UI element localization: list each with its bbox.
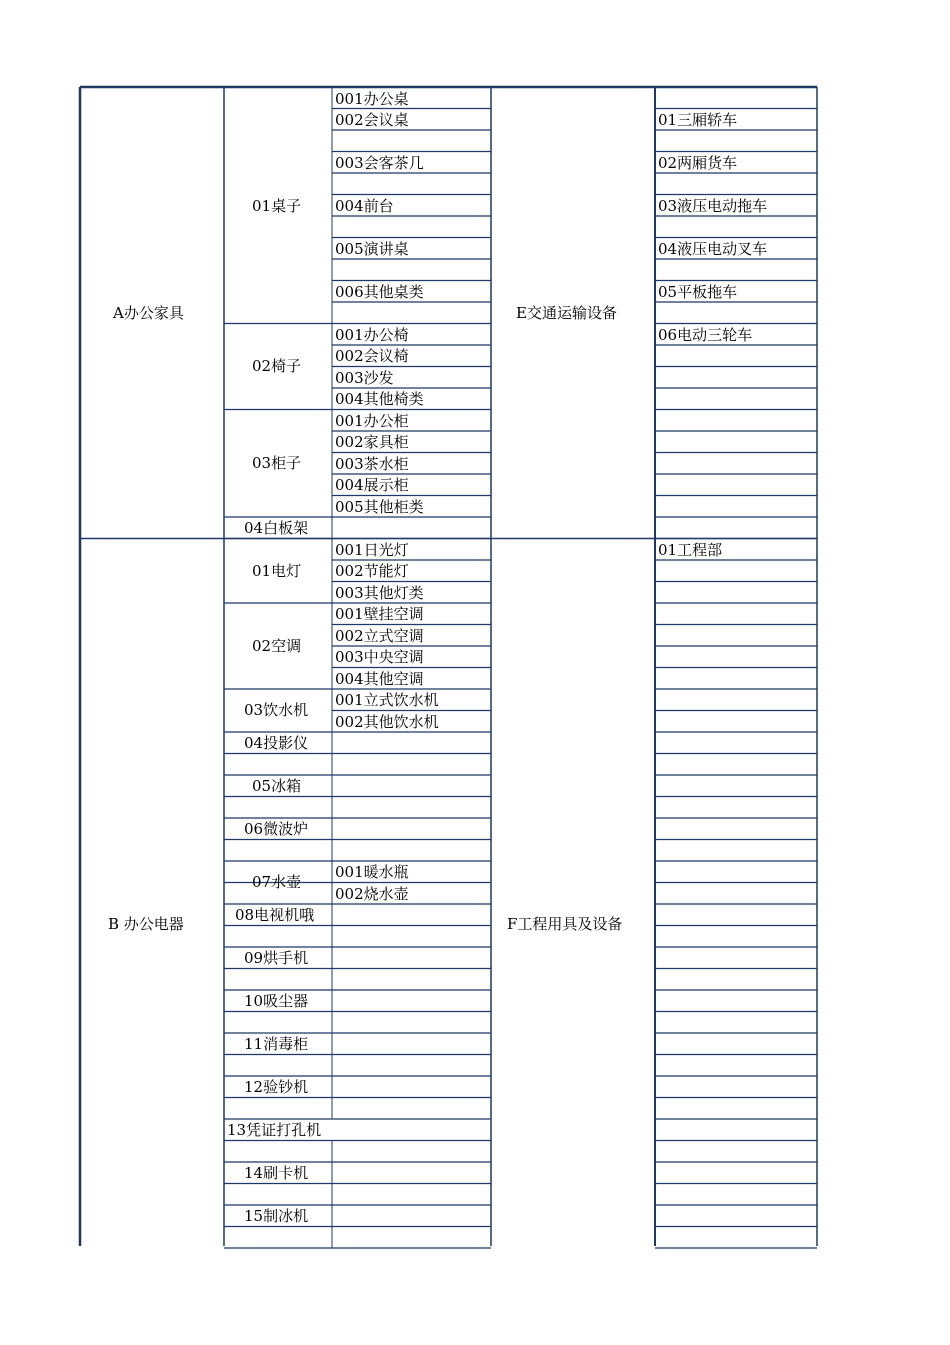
item-b-other-dispenser: 002其他饮水机 [335, 713, 439, 731]
item-b-other-lights: 003其他灯类 [335, 584, 424, 602]
group-b-vacuum: 10吸尘器 [244, 992, 309, 1010]
group-b-fridge: 05冰箱 [252, 777, 302, 795]
item-a-office-cabinet: 001办公柜 [335, 412, 409, 430]
item-a-tea-table: 003会客茶几 [335, 154, 424, 172]
item-b-wall-ac: 001壁挂空调 [335, 605, 424, 623]
item-e-forklift: 04液压电动叉车 [658, 240, 768, 258]
section-f-label: F工程用具及设备 [507, 915, 623, 933]
item-a-other-chairs: 004其他椅类 [335, 390, 424, 408]
group-a-whiteboard: 04白板架 [244, 519, 309, 537]
item-b-fluorescent: 001日光灯 [335, 541, 409, 559]
item-a-display-cabinet: 004展示柜 [335, 476, 409, 494]
item-b-central-ac: 003中央空调 [335, 648, 424, 666]
section-b-label: B 办公电器 [108, 915, 184, 933]
item-a-other-desks: 006其他桌类 [335, 283, 424, 301]
item-a-sofa: 003沙发 [335, 369, 394, 387]
item-a-office-desk: 001办公桌 [335, 90, 409, 108]
item-b-kettle: 002烧水壶 [335, 885, 409, 903]
group-b-microwave: 06微波炉 [244, 820, 309, 838]
item-e-flatbed: 05平板拖车 [658, 283, 738, 301]
item-b-thermos: 001暖水瓶 [335, 863, 409, 881]
group-b-counterfeit-detector: 12验钞机 [244, 1078, 309, 1096]
item-a-tea-cabinet: 003茶水柜 [335, 455, 409, 473]
item-b-floor-dispenser: 001立式饮水机 [335, 691, 439, 709]
item-e-tricycle: 06电动三轮车 [658, 326, 753, 344]
group-b-lights: 01电灯 [252, 562, 302, 580]
item-e-sedan: 01三厢轿车 [658, 111, 738, 129]
group-b-kettle: 07水壶 [252, 873, 302, 891]
group-b-water-dispenser: 03饮水机 [244, 701, 309, 719]
item-a-other-cabinets: 005其他柜类 [335, 498, 424, 516]
item-e-van: 02两厢货车 [658, 154, 738, 172]
group-b-sterilizer: 11消毒柜 [244, 1035, 309, 1053]
group-b-tv: 08电视机哦 [235, 906, 315, 924]
group-b-aircon: 02空调 [252, 637, 302, 655]
item-e-hydraulic-tractor: 03液压电动拖车 [658, 197, 768, 215]
group-a-cabinets: 03柜子 [252, 454, 302, 472]
item-b-energy-saving: 002节能灯 [335, 562, 409, 580]
item-a-reception: 004前台 [335, 197, 394, 215]
item-b-other-ac: 004其他空调 [335, 670, 424, 688]
item-a-meeting-chair: 002会议椅 [335, 347, 409, 365]
group-a-chairs: 02椅子 [252, 357, 302, 375]
item-a-podium: 005演讲桌 [335, 240, 409, 258]
item-a-office-chair: 001办公椅 [335, 326, 409, 344]
section-e-label: E交通运输设备 [516, 304, 617, 322]
group-b-punch: 13凭证打孔机 [227, 1121, 322, 1139]
group-a-desks: 01桌子 [252, 197, 302, 215]
item-a-meeting-table: 002会议桌 [335, 111, 409, 129]
item-a-furniture-cabinet: 002家具柜 [335, 433, 409, 451]
group-b-projector: 04投影仪 [244, 734, 309, 752]
group-b-card-reader: 14刷卡机 [244, 1164, 309, 1182]
group-b-ice-maker: 15制冰机 [244, 1207, 309, 1225]
section-a-label: A办公家具 [113, 304, 184, 322]
item-f-engineering-dept: 01工程部 [658, 541, 723, 559]
item-b-floor-ac: 002立式空调 [335, 627, 424, 645]
group-b-hand-dryer: 09烘手机 [244, 949, 309, 967]
